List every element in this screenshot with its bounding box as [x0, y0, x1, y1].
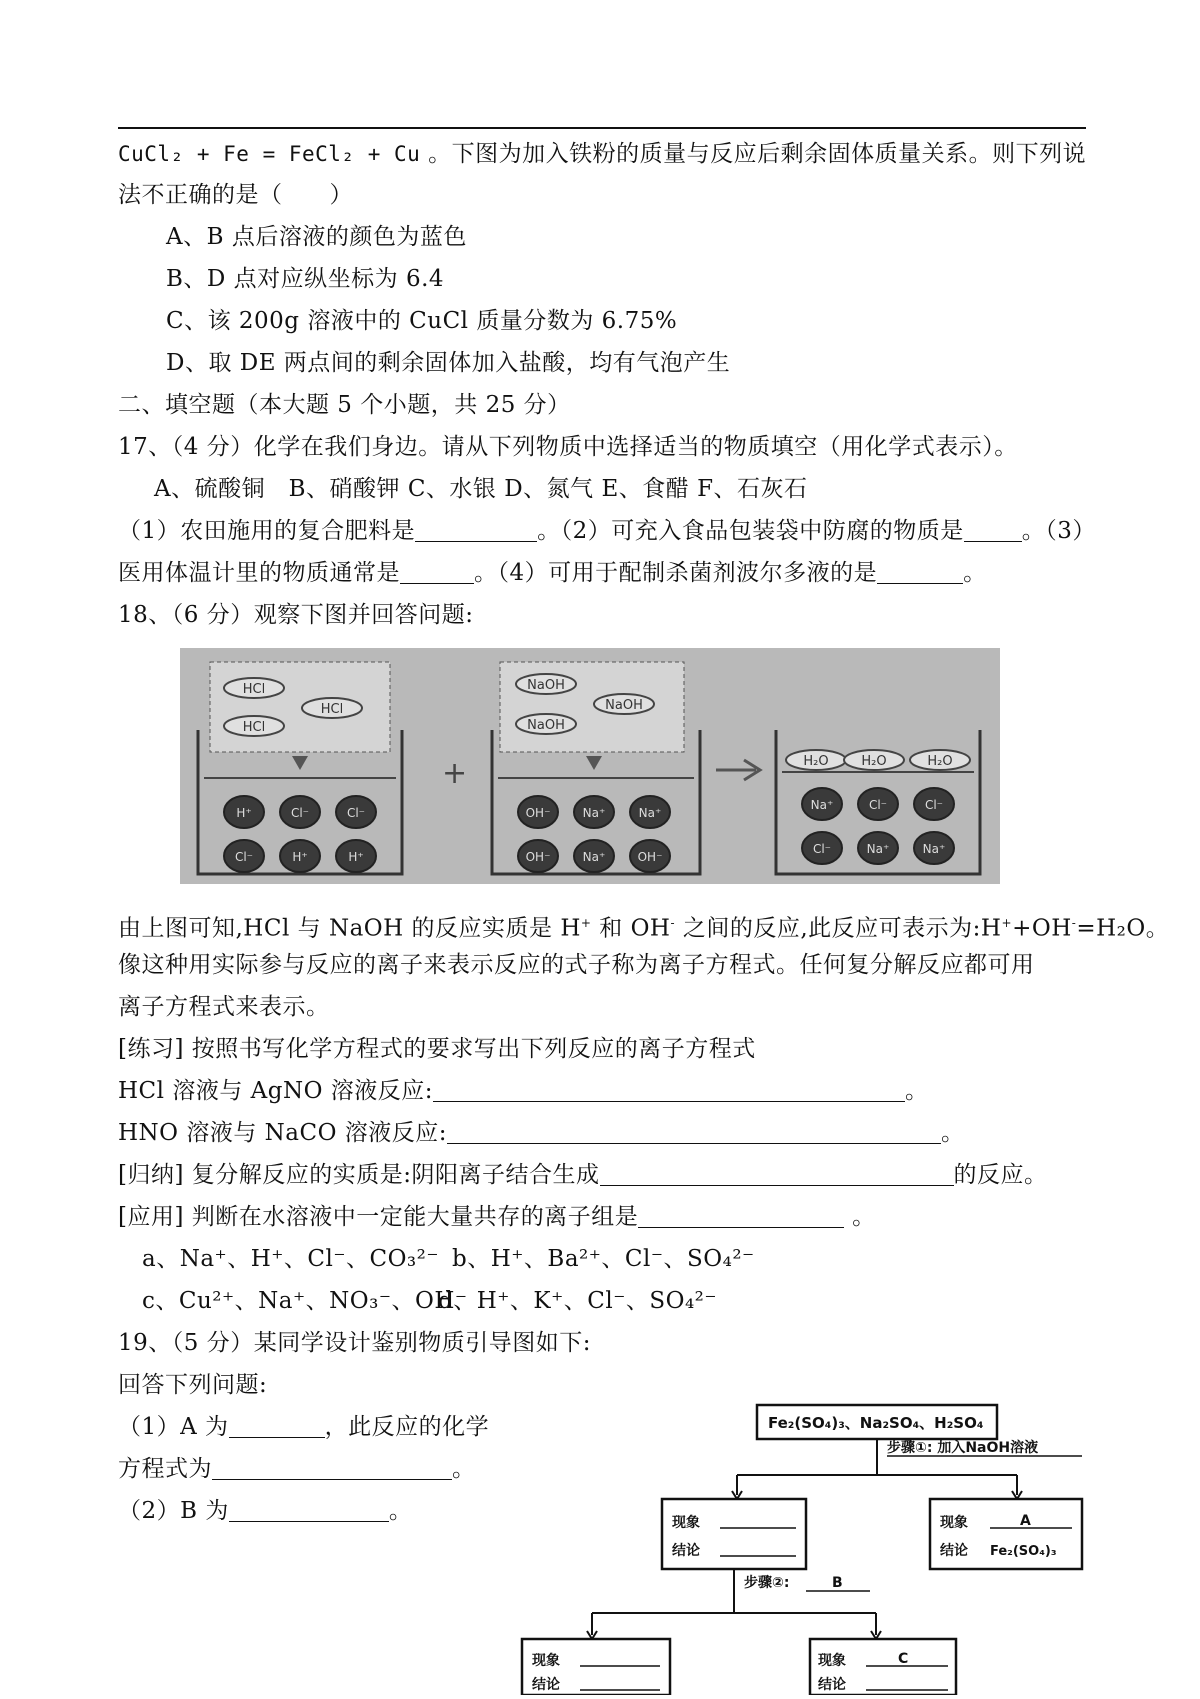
answer-blank[interactable]: [400, 561, 474, 584]
svg-text:H₂O: H₂O: [803, 754, 829, 769]
q16-line1: CuCl₂ + Fe = FeCl₂ + Cu 。下图为加入铁粉的质量与反应后剩余固体质量关系。则下列说: [118, 141, 1087, 167]
q16-option-c: C、该 200g 溶液中的 CuCl 质量分数为 6.75%: [166, 308, 678, 334]
ion-particle: [914, 788, 954, 820]
flow-step2-answer-b: B: [832, 1575, 843, 1591]
flow-right-conclusion: 结论: [940, 1543, 968, 1559]
reaction-arrow-icon: [716, 760, 760, 780]
ion-particle: [914, 832, 954, 864]
ion-particle: [630, 796, 670, 828]
svg-text:Cl⁻: Cl⁻: [868, 798, 888, 812]
answer-blank[interactable]: [229, 1499, 389, 1522]
svg-text:HCl: HCl: [242, 720, 266, 735]
q19-part1-equation: 方程式为 。: [118, 1456, 476, 1482]
flow-br-conclusion: 结论: [818, 1677, 846, 1693]
down-arrow-icon: [586, 756, 602, 770]
molecule-label: [786, 750, 846, 770]
ion-particle: [802, 832, 842, 864]
ion-particle: [280, 796, 320, 828]
identification-flowchart: [520, 1395, 1090, 1695]
q18-summary: [归纳] 复分解反应的实质是:阴阳离子结合生成 的反应。: [118, 1162, 1048, 1188]
q16-option-b: B、D 点对应纵坐标为 6.4: [166, 266, 445, 292]
q17-stem: 17、（4 分）化学在我们身边。请从下列物质中选择适当的物质填空（用化学式表示）。: [118, 434, 1018, 460]
ion-particle: [858, 832, 898, 864]
molecule-label: [516, 674, 576, 694]
section-heading: 二、填空题（本大题 5 个小题，共 25 分）: [118, 392, 571, 418]
q18-practice-1: HCl 溶液与 AgNO 溶液反应: 。: [118, 1078, 929, 1104]
plus-sign: +: [442, 756, 468, 791]
ion-particle: [280, 840, 320, 872]
svg-text:Na⁺: Na⁺: [810, 798, 834, 812]
ion-particle: [858, 788, 898, 820]
flow-right-phenomenon: 现象: [940, 1515, 968, 1531]
molecule-label: [224, 678, 284, 698]
svg-text:Cl⁻: Cl⁻: [812, 842, 832, 856]
svg-text:H₂O: H₂O: [927, 754, 953, 769]
header-rule: [118, 127, 1086, 129]
q18-practice-2: HNO 溶液与 NaCO 溶液反应: 。: [118, 1120, 965, 1146]
down-arrow-icon: [292, 756, 308, 770]
flow-left-conclusion: 结论: [672, 1543, 700, 1559]
molecule-label: [844, 750, 904, 770]
svg-text:Cl⁻: Cl⁻: [924, 798, 944, 812]
q16-line2: 法不正确的是（ ）: [118, 182, 353, 208]
reactant-box-1: [210, 662, 390, 752]
q18-practice: [练习] 按照书写化学方程式的要求写出下列反应的离子方程式: [118, 1036, 756, 1062]
answer-blank[interactable]: [964, 519, 1022, 542]
svg-text:Na⁺: Na⁺: [866, 842, 890, 856]
svg-text:HCl: HCl: [320, 702, 344, 717]
q17-line2: 医用体温计里的物质通常是 。（4）可用于配制杀菌剂波尔多液的是 。: [118, 560, 987, 586]
q17-choices: A、硫酸铜 B、硝酸钾 C、水银 D、氮气 E、食醋 F、石灰石: [154, 476, 808, 502]
answer-blank[interactable]: [638, 1205, 844, 1228]
molecule-label: [516, 714, 576, 734]
q18-stem: 18、（6 分）观察下图并回答问题:: [118, 602, 474, 628]
svg-text:Na⁺: Na⁺: [922, 842, 946, 856]
flow-top-label: Fe₂(SO₄)₃、Na₂SO₄、H₂SO₄: [768, 1414, 984, 1432]
ion-reaction-figure: [180, 648, 1000, 884]
svg-text:H⁺: H⁺: [236, 806, 252, 820]
molecule-label: [224, 716, 284, 736]
flow-bl-conclusion: 结论: [532, 1677, 560, 1693]
flow-br-phenomenon: 现象: [818, 1653, 846, 1669]
svg-text:OH⁻: OH⁻: [525, 850, 551, 864]
svg-text:NaOH: NaOH: [605, 698, 643, 713]
q18-option-a: a、Na⁺、H⁺、Cl⁻、CO₃²⁻: [142, 1246, 440, 1272]
svg-text:Na⁺: Na⁺: [638, 806, 662, 820]
svg-text:NaOH: NaOH: [527, 678, 565, 693]
flow-step2: 步骤②:: [744, 1575, 790, 1591]
q19-part2: （2）B 为 。: [118, 1498, 413, 1524]
svg-text:H⁺: H⁺: [348, 850, 364, 864]
ion-particle: [802, 788, 842, 820]
q18-option-c: c、Cu²⁺、Na⁺、NO₃⁻、OH⁻: [142, 1288, 468, 1314]
q17-line1: （1）农田施用的复合肥料是 。（2）可充入食品包装袋中防腐的物质是 。（3）: [118, 518, 1096, 544]
q18-explanation-1: 由上图可知,HCl 与 NaOH 的反应实质是 H+ 和 OH- 之间的反应,此反应可表示为:H++OH-=H₂O。: [118, 915, 1170, 942]
answer-blank[interactable]: [415, 519, 537, 542]
svg-text:Cl⁻: Cl⁻: [290, 806, 310, 820]
molecule-label: [302, 698, 362, 718]
svg-text:Cl⁻: Cl⁻: [234, 850, 254, 864]
q18-explanation-2: 像这种用实际参与反应的离子来表示反应的式子称为离子方程式。任何复分解反应都可用: [118, 952, 1035, 978]
ion-particle: [574, 840, 614, 872]
flowchart-svg: [520, 1395, 1090, 1695]
svg-text:HCl: HCl: [242, 682, 266, 697]
answer-blank[interactable]: [229, 1415, 325, 1438]
flow-right-conclusion-value: Fe₂(SO₄)₃: [990, 1544, 1057, 1559]
q19-part1: （1）A 为 ，此反应的化学: [118, 1414, 490, 1440]
ion-particle: [336, 796, 376, 828]
q19-stem: 19、（5 分）某同学设计鉴别物质引导图如下:: [118, 1330, 591, 1356]
svg-text:Na⁺: Na⁺: [582, 806, 606, 820]
answer-blank[interactable]: [600, 1163, 954, 1186]
svg-text:OH⁻: OH⁻: [637, 850, 663, 864]
ion-particle: [336, 840, 376, 872]
q18-option-d: d、H⁺、K⁺、Cl⁻、SO₄²⁻: [438, 1288, 718, 1314]
answer-blank[interactable]: [877, 561, 963, 584]
svg-text:H⁺: H⁺: [292, 850, 308, 864]
q18-apply: [应用] 判断在水溶液中一定能大量共存的离子组是 。: [118, 1204, 876, 1230]
flow-left-phenomenon: 现象: [672, 1515, 700, 1531]
svg-text:Na⁺: Na⁺: [582, 850, 606, 864]
flow-br-answer-c: C: [898, 1651, 909, 1667]
q18-option-b: b、H⁺、Ba²⁺、Cl⁻、SO₄²⁻: [452, 1246, 755, 1272]
answer-blank[interactable]: [212, 1457, 452, 1480]
flow-step1: 步骤①: 加入NaOH溶液: [887, 1440, 1039, 1456]
ion-particle: [630, 840, 670, 872]
ion-particle: [518, 796, 558, 828]
q18-explanation-3: 离子方程式来表示。: [118, 994, 330, 1020]
ion-particle: [224, 840, 264, 872]
flow-right-answer-a: A: [1020, 1513, 1031, 1529]
q19-prompt: 回答下列问题:: [118, 1372, 268, 1398]
flow-bl-phenomenon: 现象: [532, 1653, 560, 1669]
answer-blank[interactable]: [447, 1121, 941, 1144]
svg-text:Cl⁻: Cl⁻: [346, 806, 366, 820]
q16-option-d: D、取 DE 两点间的剩余固体加入盐酸，均有气泡产生: [166, 350, 731, 376]
molecule-label: [594, 694, 654, 714]
ion-particle: [224, 796, 264, 828]
ion-particle: [518, 840, 558, 872]
reaction-equation: CuCl₂ + Fe = FeCl₂ + Cu: [118, 142, 421, 166]
svg-text:H₂O: H₂O: [861, 754, 887, 769]
svg-text:OH⁻: OH⁻: [525, 806, 551, 820]
q16-option-a: A、B 点后溶液的颜色为蓝色: [166, 224, 467, 250]
ion-particle: [574, 796, 614, 828]
svg-text:NaOH: NaOH: [527, 718, 565, 733]
ion-reaction-svg: [180, 648, 1000, 884]
answer-blank[interactable]: [433, 1079, 905, 1102]
molecule-label: [910, 750, 970, 770]
